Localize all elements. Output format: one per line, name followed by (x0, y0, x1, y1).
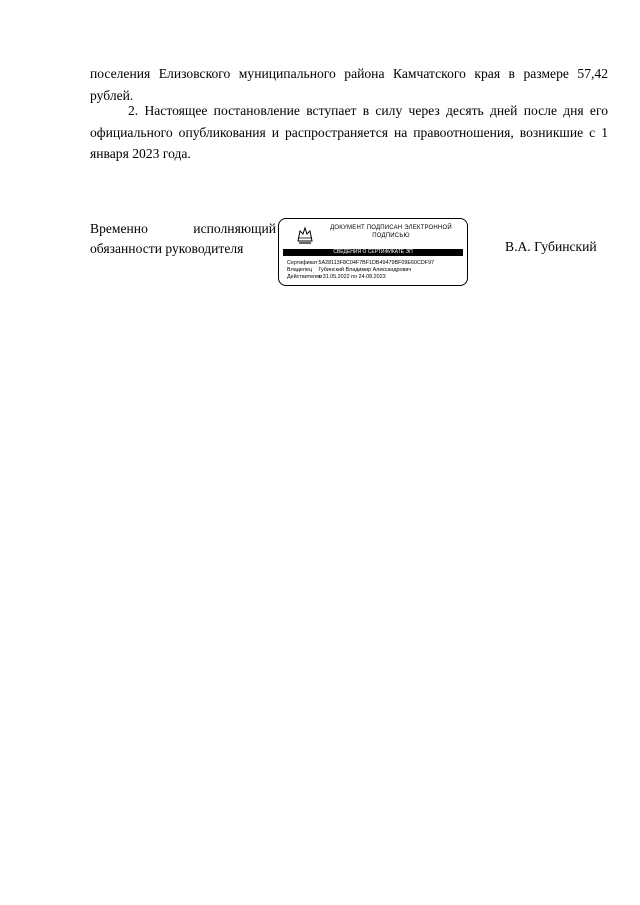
signatory-position (90, 219, 276, 259)
certificate-details (287, 260, 434, 282)
paragraph-1: поселения Елизовского муниципального района Камчатского края в размере 57,42 рублей. (90, 66, 608, 103)
validity-row (287, 274, 434, 281)
validity-value: с 31.05.2022 по 24.08.2023 (318, 274, 386, 281)
certificate-key: Сертификат (287, 260, 318, 266)
signatory-name: В.А. Губинский (505, 239, 597, 254)
stamp-header: ДОКУМЕНТ ПОДПИСАН ЭЛЕКТРОННОЙ ПОДПИСЬЮ (330, 225, 452, 239)
certificate-value: 5A28113F8C04F7BF1DB49479BF09E60CDF97 (318, 260, 435, 266)
paragraph-2: 2. Настоящее постановление вступает в силу через десять дней после дня его официального опубликования и распространяется на правоотношения, возникшие с 1 января 2023 года. (90, 103, 608, 161)
position-line-2: обязанности руководителя (90, 241, 244, 256)
electronic-signature-stamp (278, 218, 468, 286)
validity-key: Действителен (287, 274, 323, 281)
certificate-info-bar: СВЕДЕНИЯ О СЕРТИФИКАТЕ ЭП (283, 249, 463, 256)
coat-of-arms-icon (295, 225, 315, 245)
owner-key: Владелец (287, 267, 312, 274)
position-line-1: Временно исполняющий (90, 221, 276, 236)
owner-value: Губинский Владимир Александрович (318, 267, 412, 274)
